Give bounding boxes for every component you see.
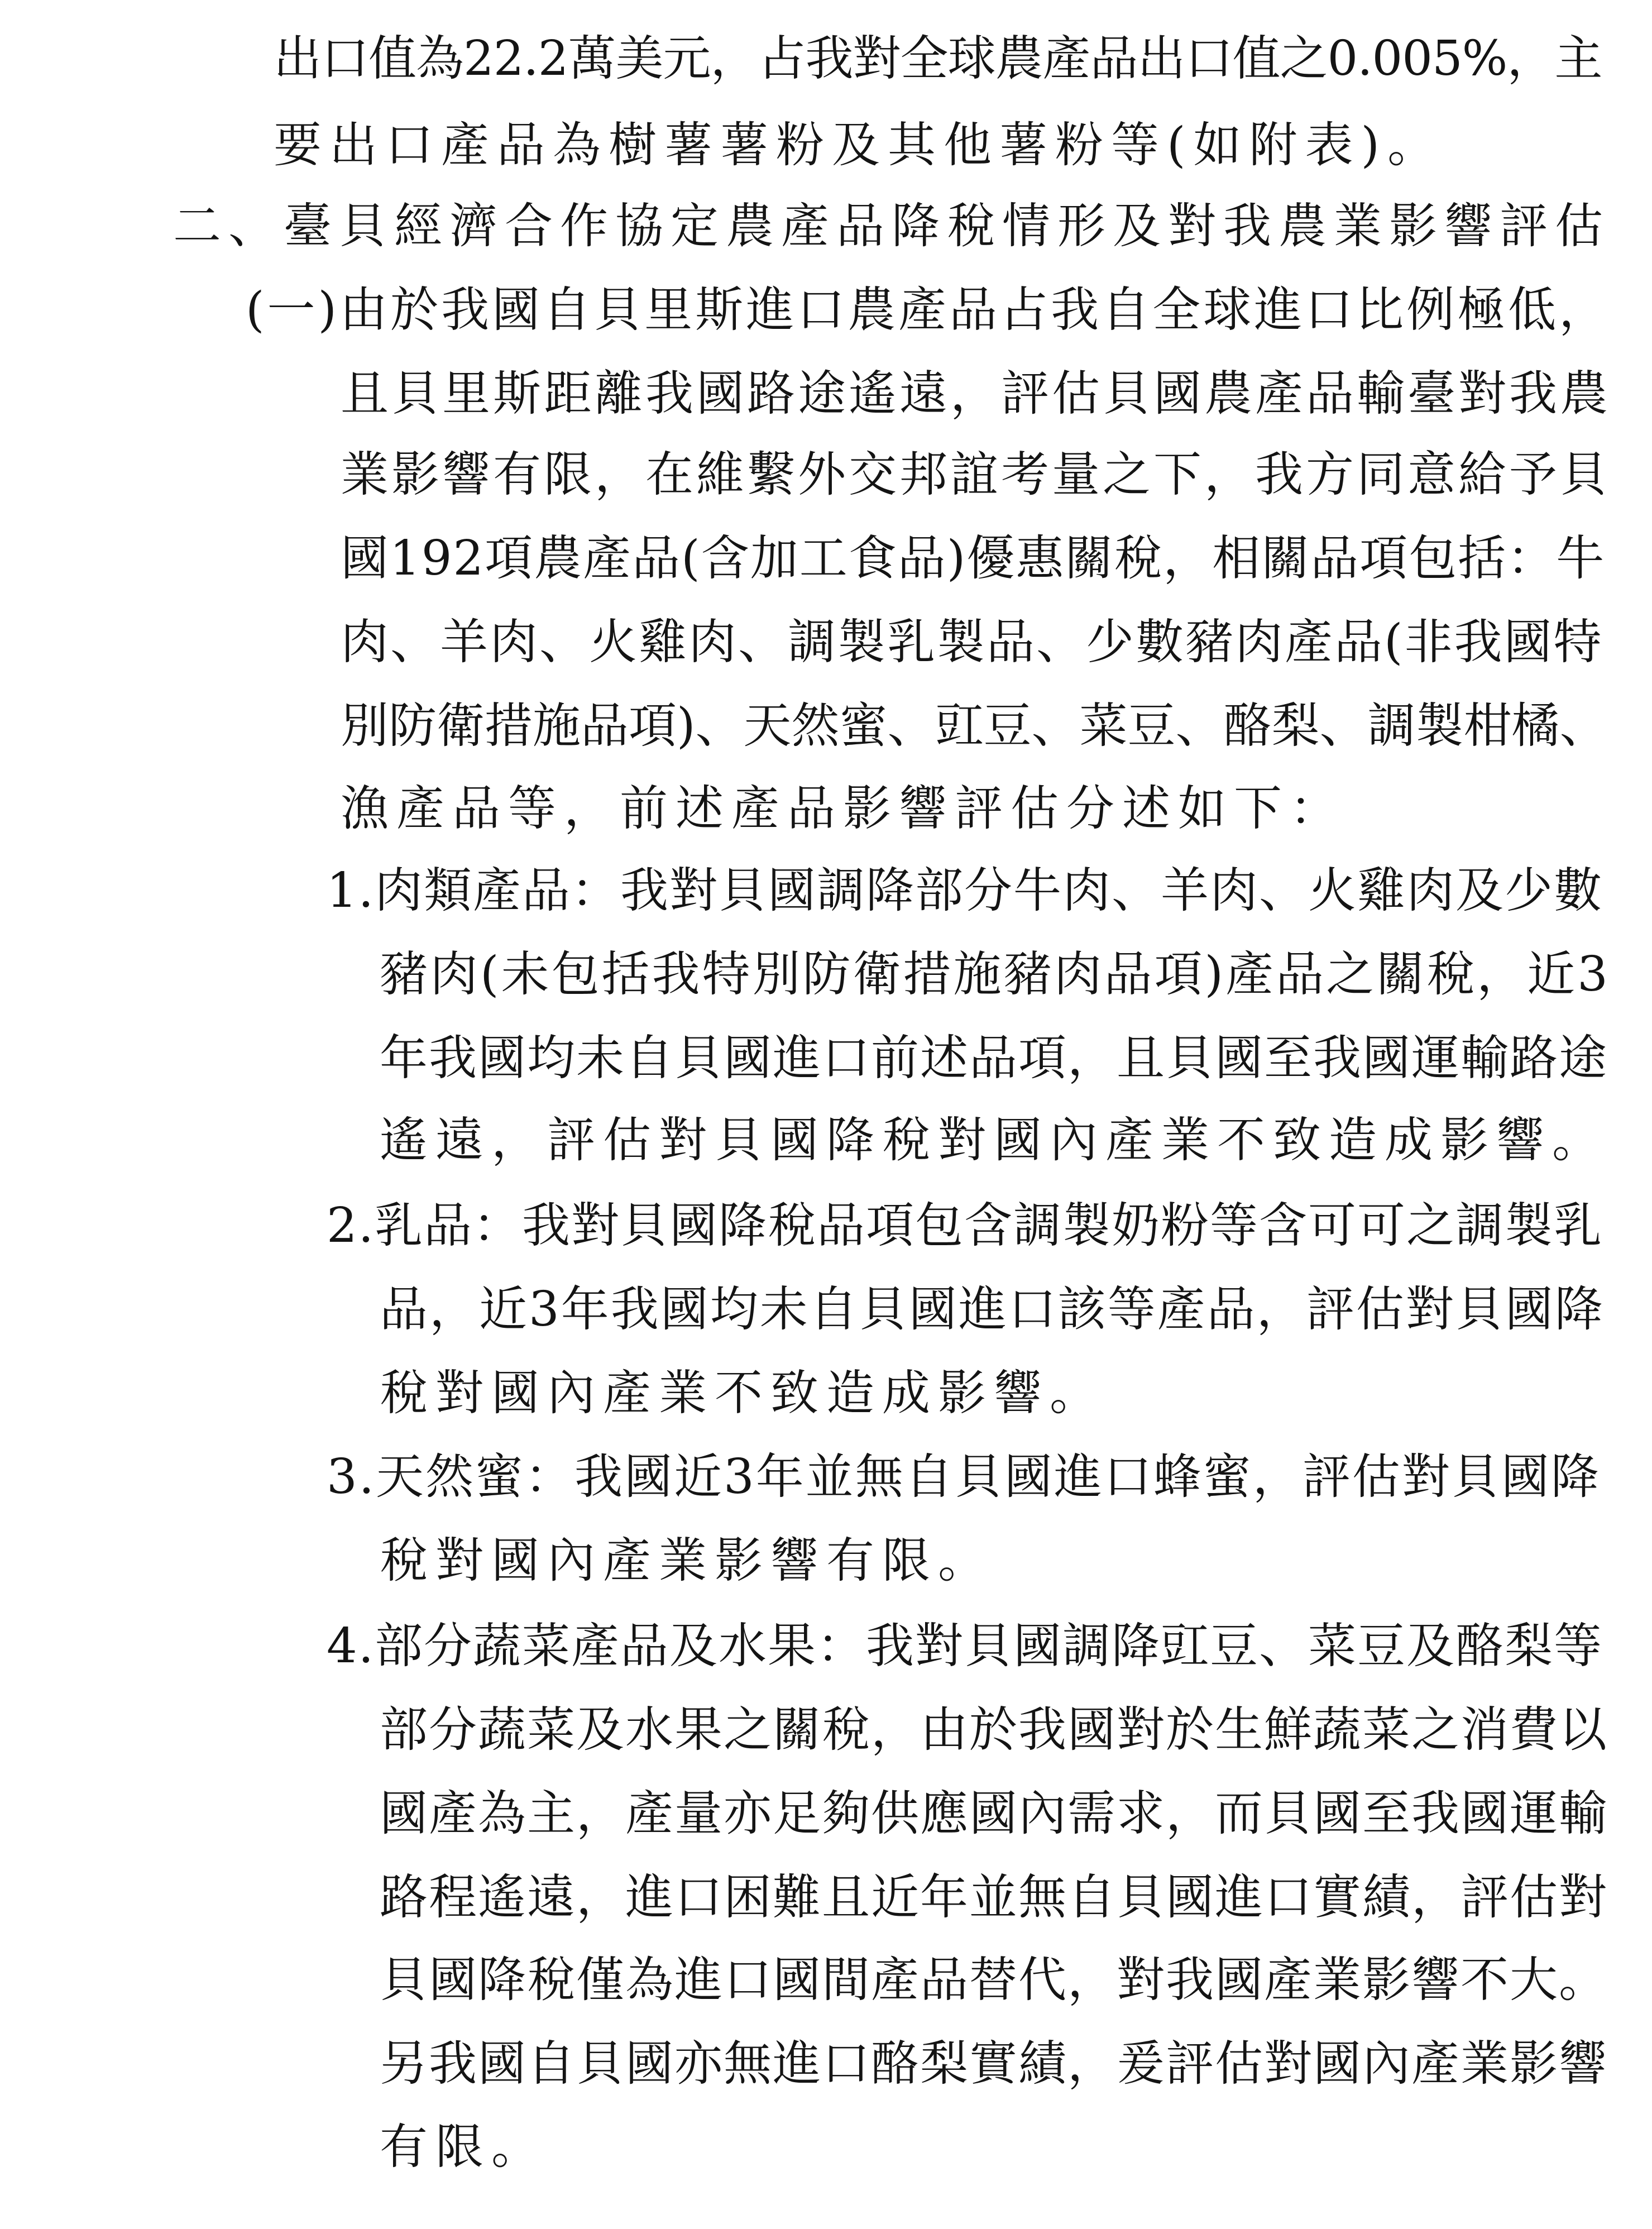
subsection-line: 國192項農產品(含加工食品)優惠關稅，相關品項包括：牛 xyxy=(341,530,1606,586)
subsection-line: 業影響有限，在維繫外交邦誼考量之下，我方同意給予貝 xyxy=(341,447,1611,503)
list-item-2-line: 品，近3年我國均未自貝國進口該等產品，評估對貝國降 xyxy=(380,1281,1605,1337)
list-item-4-line: 4.部分蔬菜產品及水果：我對貝國調降豇豆、菜豆及酪梨等 xyxy=(327,1618,1603,1674)
list-item-2-line: 稅對國內產業不致造成影響。 xyxy=(380,1365,1105,1421)
intro-line: 要出口產品為樹薯薯粉及其他薯粉等(如附表)。 xyxy=(274,117,1444,173)
list-item-4-line: 國產為主，產量亦足夠供應國內需求，而貝國至我國運輸 xyxy=(380,1786,1608,1841)
list-item-2-line: 2.乳品：我對貝國降稅品項包含調製奶粉等含可可之調製乳 xyxy=(327,1198,1603,1254)
list-item-1-line: 年我國均未自貝國進口前述品項，且貝國至我國運輸路途 xyxy=(380,1030,1608,1086)
list-item-1-line: 豬肉(未包括我特別防衛措施豬肉品項)產品之關稅，近3 xyxy=(380,946,1610,1002)
list-item-3-line: 3.天然蜜：我國近3年並無自貝國進口蜂蜜，評估對貝國降 xyxy=(327,1449,1601,1505)
list-item-1-line: 1.肉類產品：我對貝國調降部分牛肉、羊肉、火雞肉及少數 xyxy=(327,863,1603,919)
subsection-line: 肉、羊肉、火雞肉、調製乳製品、少數豬肉產品(非我國特 xyxy=(341,614,1603,670)
list-item-4-line: 部分蔬菜及水果之關稅，由於我國對於生鮮蔬菜之消費以 xyxy=(380,1702,1608,1758)
subsection-line: (一)由於我國自貝里斯進口農產品占我自全球進口比例極低， xyxy=(246,282,1610,338)
intro-line: 出口值為22.2萬美元，占我對全球農產品出口值之0.005%，主 xyxy=(274,31,1602,87)
section-heading: 二、臺貝經濟合作協定農產品降稅情形及對我農業影響評估 xyxy=(173,198,1610,254)
list-item-4-line: 貝國降稅僅為進口國間產品替代，對我國產業影響不大。 xyxy=(380,1952,1608,2008)
subsection-line: 漁產品等，前述產品影響評估分述如下： xyxy=(341,781,1345,836)
list-item-1-line: 遙遠，評估對貝國降稅對國內產業不致造成影響。 xyxy=(380,1112,1608,1168)
subsection-line: 且貝里斯距離我國路途遙遠，評估貝國農產品輸臺對我農 xyxy=(341,366,1611,422)
list-item-4-line: 另我國自貝國亦無進口酪梨實績，爰評估對國內產業影響 xyxy=(380,2036,1608,2092)
list-item-4-line: 路程遙遠，進口困難且近年並無自貝國進口實績，評估對 xyxy=(380,1869,1608,1925)
subsection-line: 別防衛措施品項)、天然蜜、豇豆、菜豆、酪梨、調製柑橘、 xyxy=(341,698,1608,754)
list-item-3-line: 稅對國內產業影響有限。 xyxy=(380,1533,994,1589)
list-item-4-line: 有限。 xyxy=(380,2119,547,2175)
